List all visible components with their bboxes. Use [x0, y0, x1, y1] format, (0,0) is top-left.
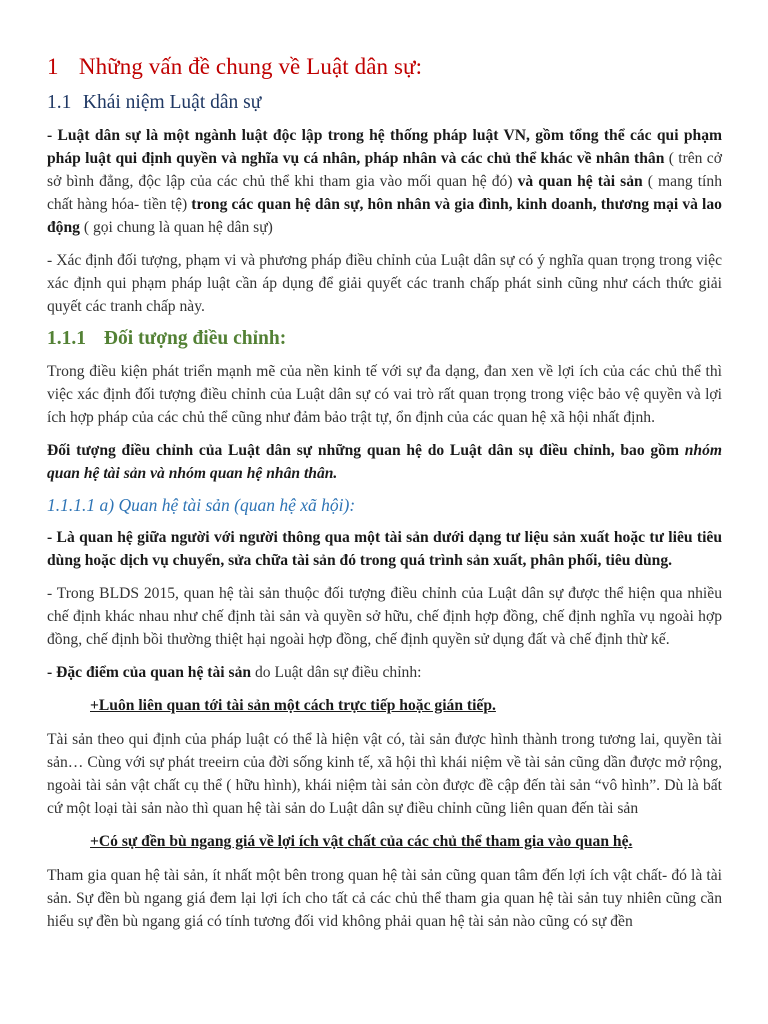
heading-1-number: 1	[47, 54, 59, 79]
definition-bold-part-1: - Luật dân sự là một ngành luật độc lập trong hệ thống pháp luật VN, gồm tổng thể các qui phạm pháp luật qui định quyền và nghĩa vụ cá nhân, pháp nhân và các chủ thể khác về nhân thân	[47, 127, 722, 167]
heading-1-1-1	[47, 328, 722, 350]
paragraph-subject	[47, 439, 722, 485]
characteristics-bold: - Đặc điểm của quan hệ tài sản	[47, 664, 252, 681]
paragraph-asset-definition: Tài sản theo qui định của pháp luật có thể là hiện vật có, tài sản được hình thành trong tương lai, quyền tài sản… Cùng với sự phát treeirn của đời sống kinh tế, xã hội thì khái niệm về tài sản cũng dần được mở rộng, ngoài tài sản vật chất cụ thể ( hữu hình), khái niệm tài sản còn được đề cập đến tài sản “vô hình”. Dù là bất cứ một loại tài sản nào thì quan hệ tài sản do Luật dân sự điều chỉnh cũng liên quan đến tài sản	[47, 731, 722, 817]
paragraph-context: Trong điều kiện phát triển mạnh mẽ của nền kinh tế với sự đa dạng, đan xen về lợi ích của các chủ thể thì việc xác định đối tượng điều chỉnh của Luật dân sự có vai trò rất quan trọng trong việc bảo vệ quyền và lợi ích hợp pháp của các chủ thể cũng như đảm bảo trật tự, ổn định của các quan hệ xã hội nhất định.	[47, 363, 722, 426]
heading-1-1-1-1: 1.1.1.1 a) Quan hệ tài sản (quan hệ xã hội):	[47, 495, 356, 515]
heading-1-1	[47, 92, 722, 114]
heading-1-1-number: 1.1	[47, 92, 72, 113]
paragraph-definition	[47, 124, 722, 239]
characteristics-rest: do Luật dân sự điều chỉnh:	[251, 664, 422, 681]
heading-1-1-1-text: Đối tượng điều chỉnh:	[103, 328, 287, 349]
subject-bold: Đối tượng điều chỉnh của Luật dân sự những quan hệ do Luật dân sụ điều chỉnh, bao gồm	[47, 442, 685, 459]
heading-1-text: Những vấn đề chung về Luật dân sự:	[78, 54, 423, 79]
characteristic-1: +Luôn liên quan tới tài sản một cách trực tiếp hoặc gián tiếp.	[90, 697, 496, 714]
definition-note-2: ( mang tính chất hàng hóa- tiền tệ)	[47, 173, 722, 213]
definition-bold-part-3: trong các quan hệ dân sự, hôn nhân và gia đình, kinh doanh, thương mại và lao động	[47, 196, 722, 236]
paragraph-property-relation: - Là quan hệ giữa người với người thông qua một tài sản dưới dạng tư liệu sản xuất hoặc tư liêu tiêu dùng hoặc dịch vụ chuyển, sửa chữa tài sản đó trong quá trình sản xuất, phân phối, tiêu dùng.	[47, 529, 722, 569]
heading-1-1-text: Khái niệm Luật dân sự	[82, 92, 262, 113]
heading-1	[47, 54, 722, 80]
paragraph-characteristics	[47, 661, 722, 684]
subject-bold-italic: nhóm quan hệ tài sản và nhóm quan hệ nhân thân.	[47, 442, 722, 482]
paragraph-compensation: Tham gia quan hệ tài sản, ít nhất một bên trong quan hệ tài sản cũng quan tâm đến lợi ích vật chất- đó là tài sản. Sự đền bù ngang giá đem lại lợi ích cho tất cả các chủ thể tham gia quan hệ tài sản tuy nhiên cũng cần hiểu sự đền bù ngang giá có tính tương đối vid không phải quan hệ tài sản nào cũng có sự đền	[47, 867, 722, 930]
definition-note-1: ( trên cở sở bình đẳng, độc lập của các chủ thể khi tham gia vào mối quan hệ đó)	[47, 150, 722, 190]
definition-note-3: ( gọi chung là quan hệ dân sự)	[79, 219, 273, 236]
paragraph-scope: - Xác định đối tượng, phạm vi và phương pháp điều chỉnh của Luật dân sự có ý nghĩa quan trọng trong việc xác định qui phạm pháp luật cần áp dụng để giải quyết các tranh chấp phát sinh cũng như cách thức giải quyết các tranh chấp này.	[47, 252, 722, 315]
heading-1-1-1-number: 1.1.1	[47, 328, 86, 349]
paragraph-blds-2015: - Trong BLDS 2015, quan hệ tài sản thuộc đối tượng điều chỉnh của Luật dân sự được thể hiện qua nhiều chế định khác nhau như chế định tài sản và quyền sở hữu, chế định hợp đồng, chế định nghĩa vụ ngoài hợp đồng, chế định bồi thường thiệt hại ngoài hợp đồng, chế định quyền sử dụng đất và chế định thừ kế.	[47, 585, 722, 648]
definition-bold-part-2: và quan hệ tài sản	[517, 173, 643, 190]
characteristic-2: +Có sự đền bù ngang giá về lợi ích vật chất của các chủ thể tham gia vào quan hệ.	[90, 833, 633, 850]
